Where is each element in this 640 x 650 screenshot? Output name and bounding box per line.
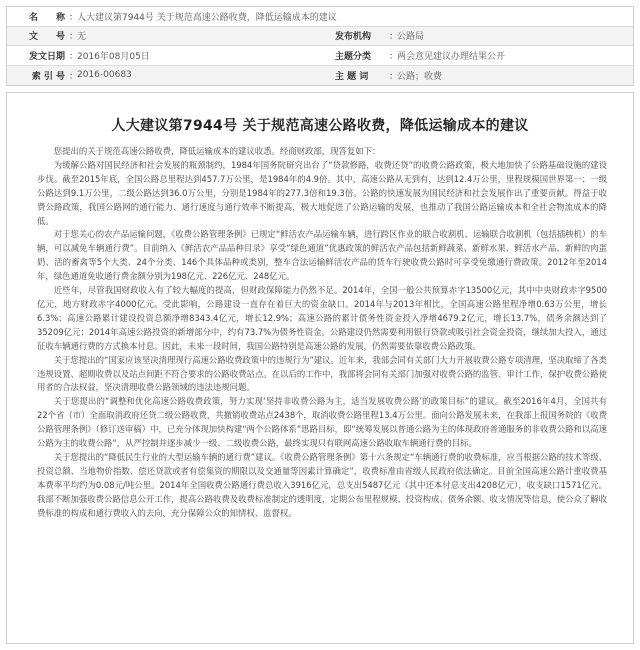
- meta-row-date: 发文日期 ： 2016年08月05日 主题分类 ： 两会意见建议办理结果公开: [7, 46, 633, 66]
- greeting-paragraph: 您提出的关于规范高速公路收费，降低运输成本的建议收悉。经商财政部，现答复如下：: [53, 146, 381, 156]
- meta-value-name: 人大建议第7944号 关于规范高速公路收费，降低运输成本的建议: [77, 12, 337, 23]
- meta-label: 文 号: [28, 32, 65, 43]
- meta-value-index: 2016-00683: [77, 70, 132, 81]
- document-body-panel: [6, 92, 634, 644]
- meta-value-keywords: 公路；收费: [397, 71, 443, 82]
- meta-label: 主题分类: [335, 51, 372, 62]
- body-paragraph: 关于您提出的“调整和优化高速公路收费政策，努力实现‘坚持非收费公路为主，适当发展收费公路’的政策目标”的建议。截至2016年4月，全国共有22个省（市）全面取消政府还贷二级公路收费，共撤销收费站点2438个，取消收费公路里程13.4万公里。面向公路发展未来，在我部上报国务院的《收费公路管理条例》（修订送审稿）中，已充分体现加快构建“两个公路体系”思路目标，即“统筹发展以普通公路为主的体现政府普通服务的非收费公路和以高速公路为主的收费公路”，从严控制并逐步减少一级、二级收费公路，最终实现只有联网高速公路收取车辆通行费的目标。: [37, 396, 607, 449]
- meta-value-agency: 公路局: [397, 32, 425, 43]
- meta-label: 发文日期: [28, 51, 65, 62]
- body-paragraph: 近些年，尽管我国财政收入有了较大幅度的提高，但财政保障能力仍然不足。2014年，全国一般公共预算赤字13500亿元，其中中央财政赤字9500亿元，地方财政赤字4000亿元。受此影响，公路建设一直存在着巨大的资金缺口。2014年与2013年相比，全国高速公路里程净增0.63万公里，增长6.3%；高速公路累计建设投资总额净增8343.4亿元，增长12.9%；高速公路的累计债务性资金投入净增4679.2亿元，增长13.7%，债务余额达到了35209亿元；2014年高速公路投资的新增部分中，约有73.7%为债务性资金。公路建设仍然需要利用银行贷款或吸引社会资金投资，继续加大投入，通过征收车辆通行费的方式换本付息。因此，未来一段时间，我国公路特别是高速公路的发展，仍然需要依靠收费公路政策。: [37, 285, 607, 351]
- meta-row-number: 文 号 ： 无 发布机构 ： 公路局: [7, 27, 633, 47]
- body-paragraph: 关于您提出的“降低民生行业的大型运输车辆的通行费”建议。《收费公路管理条例》第十六条规定“车辆通行费的收费标准，应当根据公路的技术等级、投资总额、当地物价指数、偿还贷款或者有偿集资的期限以及交通量等因素计算确定”，收费标准由省级人民政府依法确定。目前全国高速公路计重收费基本费率平均约为0.08元/吨公里。2014年全国收费公路通行费总收入3916亿元，总支出5487亿元（其中还本付息支出4208亿元），收支缺口1571亿元。我部不断加强收费公路信息公开工作，提高公路收费及收费标准制定的透明度，定期公布里程规模、投资构成、债务余额、收支情况等信息，使公众了解收费标准的构成和通行费收入的去向，充分保障公众的知情权、监督权。: [37, 451, 607, 518]
- meta-value-date: 2016年08月05日: [77, 51, 150, 62]
- document-metadata-table: [6, 6, 634, 86]
- body-paragraph: 对于您关心的农产品运输问题，《收费公路管理条例》已规定“鲜活农产品运输车辆，进行跨区作业的联合收割机、运输联合收割机（包括插秧机）的车辆，可以减免车辆通行费”。目前纳入《鲜活农产品品种目录》享受“绿色通道”优惠政策的鲜活农产品包括新鲜蔬菜、新鲜水果、鲜活水产品、新鲜的肉蛋奶、活的畜禽等5个大类、24个分类、146个具体品种或类别，整车合法运输鲜活农产品的货车行驶收费公路时可享受免缴通行费政策。2012年至2014年，绿色通道免收通行费金额分别为198亿元、226亿元、248亿元。: [37, 229, 607, 282]
- meta-row-index: 索 引 号 ： 2016-00683 主 题 词 ： 公路；收费: [7, 66, 633, 86]
- meta-label: 发布机构: [335, 32, 372, 43]
- meta-label: 名 称: [28, 12, 65, 23]
- body-paragraph: 关于您提出的“国家应该坚决清理现行高速公路收费政策中的违规行为”建议。近年来，我部会同有关部门大力开展收费公路专项清理，坚决取缔了各类违规设置、超期收费以及站点间距不符合要求的公路收费站点。在以后的工作中，我部将会同有关部门加强对收费公路的监管、审计工作，保护收费公路使用者的合法权益，坚决清理收费公路领域的违法违规问题。: [37, 354, 607, 393]
- meta-label: 索 引 号: [31, 71, 65, 82]
- meta-value-category: 两会意见建议办理结果公开: [397, 51, 506, 62]
- meta-value-number: 无: [77, 32, 87, 43]
- document-text: [7, 145, 633, 520]
- body-paragraph: 为缓解公路对国民经济和社会发展的瓶颈制约，1984年国务院研究出台了“贷款修路，收费还贷”的收费公路政策，极大地加快了公路基础设施的建设步伐。截至2015年底，全国公路总里程达到457.7万公里，是1984年的4.9倍。其中，高速公路从无到有，达到12.4万公里，里程规模国世界第一；一级公路达到9.1万公里，二级公路达到36.0万公里，分别是1984年的277.3倍和19.3倍。公路的快速发展为国民经济和社会发展作出了重要贡献。得益于收费公路政策，我国公路网的通行能力、通行速度与通行效率不断提高，极大地促进了公路运输的发展，也推动了我国公路运输成本和全社会物流成本的降低。: [37, 159, 607, 226]
- meta-row-name: 名 称 ： 人大建议第7944号 关于规范高速公路收费，降低运输成本的建议: [7, 7, 633, 27]
- document-title: 人大建议第7944号 关于规范高速公路收费，降低运输成本的建议: [111, 118, 529, 134]
- meta-label: 主 题 词: [335, 71, 369, 82]
